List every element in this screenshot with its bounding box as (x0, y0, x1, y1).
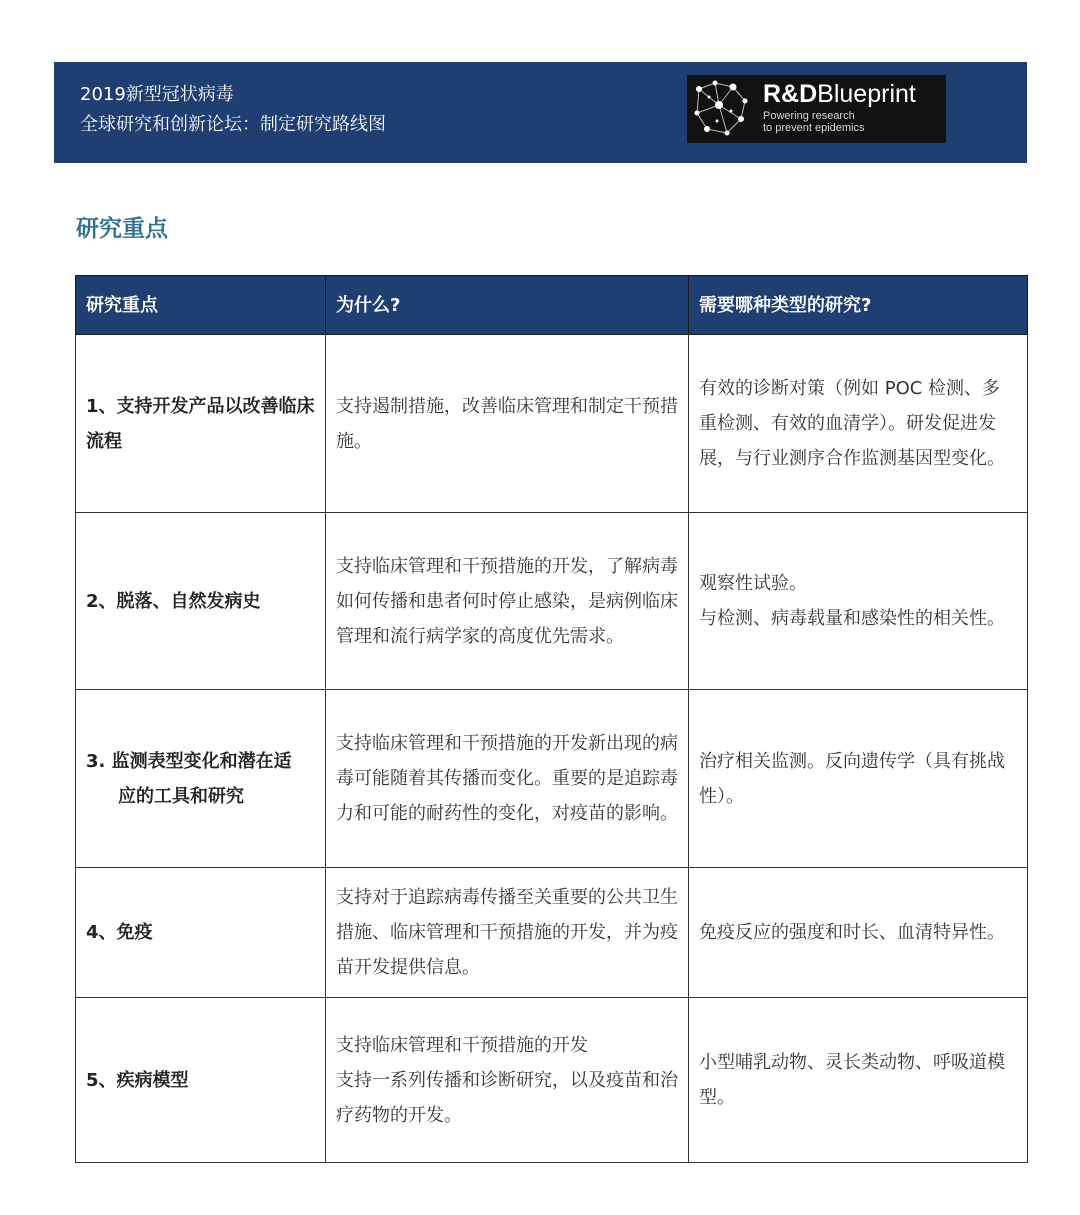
row3-focus-line2: 应的工具和研究 (118, 785, 244, 807)
logo-title (763, 79, 916, 109)
table-row (76, 513, 1028, 690)
row5-focus: 5、疾病模型 (76, 998, 326, 1163)
table-row (76, 690, 1028, 868)
header-banner (54, 62, 1027, 163)
header-research-type: 需要哪种类型的研究? (689, 276, 1028, 335)
row3-why: 支持临床管理和干预措施的开发新出现的病毒可能随着其传播而变化。重要的是追踪毒力和可能的耐药性的变化，对疫苗的影响。 (326, 690, 689, 868)
header-title-line1: 2019新型冠状病毒 (80, 84, 234, 105)
row5-why (326, 998, 689, 1163)
table-row (76, 335, 1028, 513)
header-title-line2: 全球研究和创新论坛：制定研究路线图 (80, 114, 386, 135)
row2-focus: 2、脱落、自然发病史 (76, 513, 326, 690)
logo-tagline (763, 110, 865, 134)
row3-focus-line1: 3. 监测表型变化和潜在适 (86, 750, 292, 772)
network-globe-icon (687, 75, 761, 143)
rd-blueprint-logo (687, 75, 946, 143)
row5-why-line1: 支持临床管理和干预措施的开发 (336, 1034, 588, 1056)
logo-title-light: Blueprint (817, 80, 916, 108)
table-header-row (76, 276, 1028, 335)
row4-why: 支持对于追踪病毒传播至关重要的公共卫生措施、临床管理和干预措施的开发，并为疫苗开发提供信息。 (326, 868, 689, 998)
row1-research: 有效的诊断对策（例如 POC 检测、多重检测、有效的血清学）。研发促进发展，与行业测序合作监测基因型变化。 (689, 335, 1028, 513)
header-research-focus: 研究重点 (76, 276, 326, 335)
row5-research: 小型哺乳动物、灵长类动物、呼吸道模型。 (689, 998, 1028, 1163)
logo-tagline-line2: to prevent epidemics (763, 122, 865, 134)
row2-research-line2: 与检测、病毒载量和感染性的相关性。 (699, 608, 1005, 629)
row3-research: 治疗相关监测。反向遗传学（具有挑战性）。 (689, 690, 1028, 868)
row1-why: 支持遏制措施，改善临床管理和制定干预措施。 (326, 335, 689, 513)
row5-why-line2: 支持一系列传播和诊断研究，以及疫苗和治疗药物的开发。 (336, 1069, 678, 1126)
logo-title-bold: R&D (763, 80, 818, 108)
section-title: 研究重点 (76, 216, 168, 242)
header-title-block (80, 80, 386, 140)
row1-focus: 1、支持开发产品以改善临床流程 (76, 335, 326, 513)
research-priorities-table (75, 275, 1028, 1163)
row2-why: 支持临床管理和干预措施的开发，了解病毒如何传播和患者何时停止感染，是病例临床管理和流行病学家的高度优先需求。 (326, 513, 689, 690)
table-row (76, 868, 1028, 998)
logo-tagline-line1: Powering research (763, 110, 855, 122)
row4-research: 免疫反应的强度和时长、血清特异性。 (689, 868, 1028, 998)
row2-research-line1: 观察性试验。 (699, 573, 807, 594)
row2-research (689, 513, 1028, 690)
header-why: 为什么? (326, 276, 689, 335)
table-row (76, 998, 1028, 1163)
row4-focus: 4、免疫 (76, 868, 326, 998)
row3-focus (76, 690, 326, 868)
